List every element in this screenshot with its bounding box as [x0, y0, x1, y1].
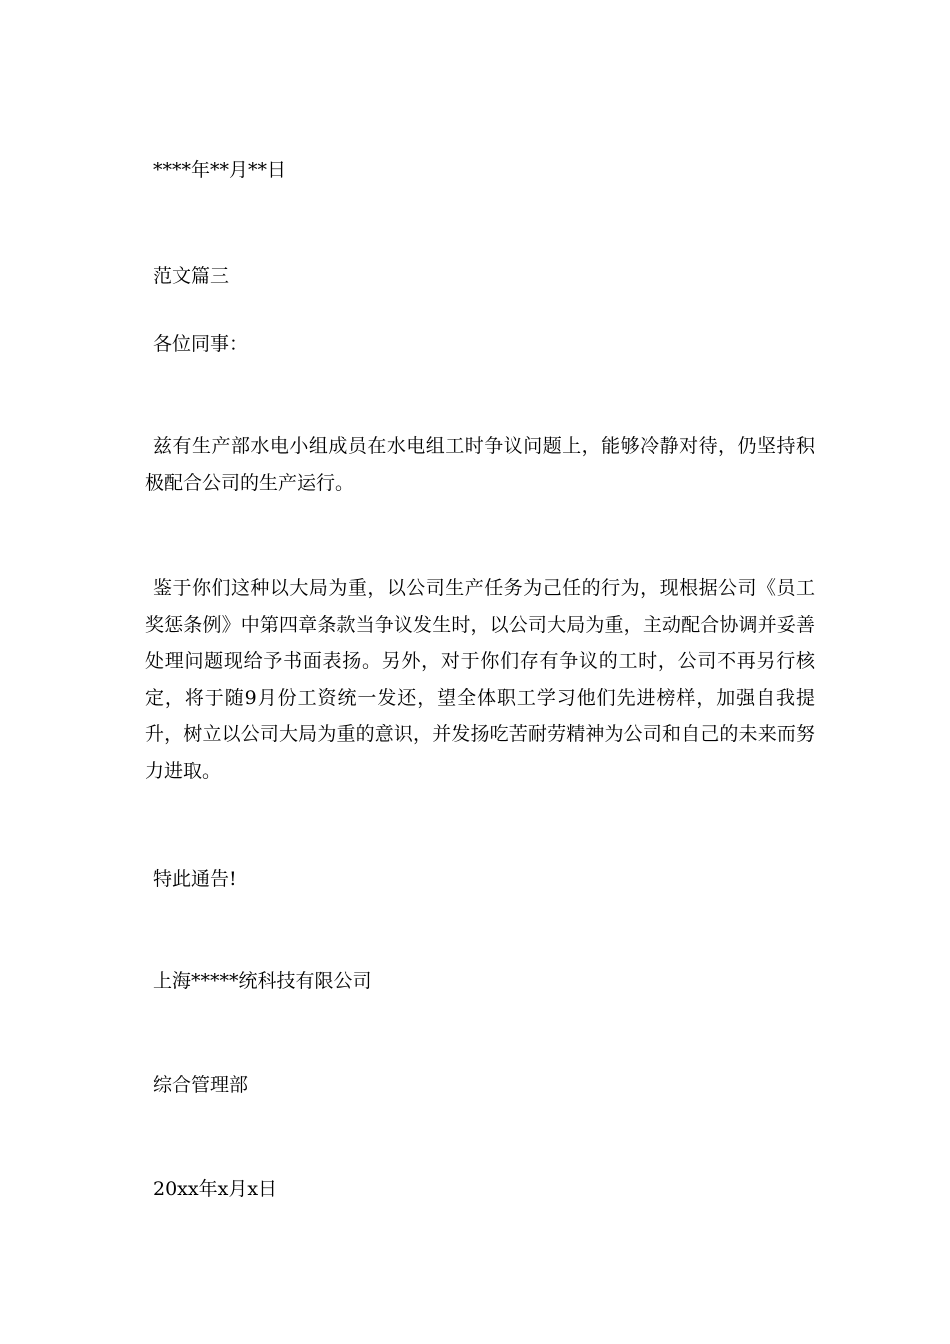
section-title: 范文篇三: [153, 265, 230, 287]
body-paragraph-1: 兹有生产部水电小组成员在水电组工时争议问题上，能够冷静对待，仍坚持积极配合公司的生产运行。: [145, 435, 815, 494]
body-paragraph-2: 鉴于你们这种以大局为重，以公司生产任务为己任的行为，现根据公司《员工奖惩条例》中第四章条款当争议发生时，以公司大局为重，主动配合协调并妥善处理问题现给予书面表扬。另外，对于你们存有争议的工时，公司不再另行核定，将于随9月份工资统一发还，望全体职工学习他们先进榜样，加强自我提升，树立以公司大局为重的意识，并发扬吃苦耐劳精神为公司和自己的未来而努力进取。: [145, 577, 815, 782]
company-name: 上海*****统科技有限公司: [153, 970, 372, 992]
department-name: 综合管理部: [153, 1074, 249, 1096]
date-bottom: 20xx年x月x日: [153, 1178, 278, 1200]
date-top: ****年**月**日: [153, 159, 287, 181]
closing-line: 特此通告!: [153, 868, 237, 890]
salutation: 各位同事：: [153, 333, 249, 355]
